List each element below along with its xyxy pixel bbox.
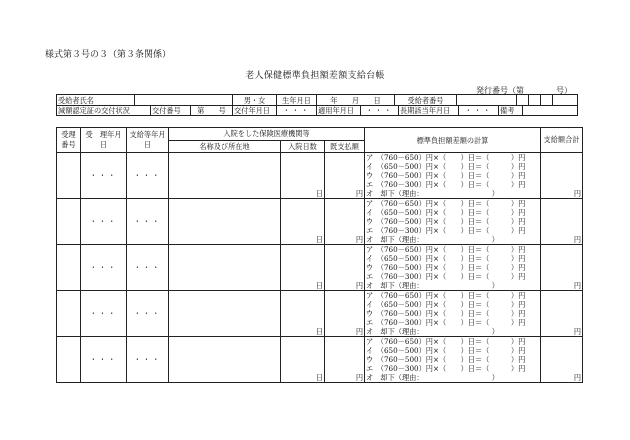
recipient-no-label: 受給者番号	[395, 95, 457, 106]
calc-line: イ （650－500）円×（ ）日＝（ ）円	[366, 254, 526, 263]
total-cell[interactable]: 円	[541, 291, 583, 337]
calc-line: エ （760－300）円×（ ）日＝（ ）円	[366, 364, 526, 373]
hospital-name-cell[interactable]	[169, 291, 281, 337]
already-paid-cell[interactable]: 円	[325, 337, 365, 383]
receipt-date-cell[interactable]: ・・・	[81, 245, 127, 291]
admission-days-cell[interactable]: 日	[281, 153, 325, 199]
already-paid-cell[interactable]: 円	[325, 199, 365, 245]
hospital-name-cell[interactable]	[169, 337, 281, 383]
admission-days-cell[interactable]: 日	[281, 291, 325, 337]
calc-cell[interactable]	[365, 245, 541, 291]
name-address-header: 名称及び所在地	[169, 140, 281, 153]
recipient-no-cell-2[interactable]	[517, 95, 529, 106]
calc-line: エ （760－300）円×（ ）日＝（ ）円	[366, 226, 526, 235]
receipt-date-cell[interactable]: ・・・	[81, 291, 127, 337]
apply-date-label: 適用年月日	[317, 106, 361, 116]
admission-days-cell[interactable]: 日	[281, 245, 325, 291]
remarks-field[interactable]	[523, 106, 578, 116]
long-term-label: 長期該当年月日	[399, 106, 459, 116]
calc-line: オ 却下（理由： ）	[366, 281, 499, 290]
receipt-no-cell[interactable]	[57, 337, 81, 383]
calc-line: オ 却下（理由： ）	[366, 373, 499, 382]
payment-date-cell[interactable]: ・・・	[127, 291, 169, 337]
issue-number-label: 発行番号（第 号）	[476, 86, 572, 95]
hospital-name-cell[interactable]	[169, 199, 281, 245]
table-row	[57, 153, 583, 199]
admission-days-header: 入院日数	[281, 140, 325, 153]
recipient-no-cell-4[interactable]	[541, 95, 553, 106]
hospital-group-header: 入院をした保険医療機関等	[169, 128, 365, 141]
calc-cell[interactable]	[365, 337, 541, 383]
calc-line: ウ （760－500）円×（ ）日＝（ ）円	[366, 309, 526, 318]
calc-line: イ （650－500）円×（ ）日＝（ ）円	[366, 162, 526, 171]
receipt-no-cell[interactable]	[57, 245, 81, 291]
payment-date-cell[interactable]: ・・・	[127, 153, 169, 199]
already-paid-cell[interactable]: 円	[325, 153, 365, 199]
calc-cell[interactable]	[365, 199, 541, 245]
table-row	[57, 245, 583, 291]
calc-line: オ 却下（理由： ）	[366, 235, 499, 244]
name-field[interactable]	[135, 95, 233, 106]
payment-date-header: 支給等年月日	[127, 128, 169, 153]
receipt-no-cell[interactable]	[57, 291, 81, 337]
total-cell[interactable]: 円	[541, 245, 583, 291]
remarks-label: 備考	[499, 106, 523, 116]
apply-date-field[interactable]: ・・・	[361, 106, 399, 116]
payment-date-cell[interactable]: ・・・	[127, 245, 169, 291]
calc-line: ア （760－650）円×（ ）日＝（ ）円	[366, 291, 526, 300]
name-label: 受給者氏名	[57, 95, 135, 106]
long-term-field[interactable]: ・・・	[459, 106, 499, 116]
recipient-no-cell-5[interactable]	[553, 95, 578, 106]
calc-line: オ 却下（理由： ）	[366, 327, 499, 336]
already-paid-cell[interactable]: 円	[325, 291, 365, 337]
recipient-no-cell-1[interactable]	[457, 95, 517, 106]
page-title: 老人保健標準負担額差額支給台帳	[245, 71, 385, 81]
table-row	[57, 337, 583, 383]
receipt-no-header: 受理番号	[57, 128, 81, 153]
birth-label: 生年月日	[277, 95, 317, 106]
calc-line: ウ （760－500）円×（ ）日＝（ ）円	[366, 171, 526, 180]
admission-days-cell[interactable]: 日	[281, 199, 325, 245]
receipt-date-cell[interactable]: ・・・	[81, 337, 127, 383]
payment-date-cell[interactable]: ・・・	[127, 337, 169, 383]
calc-line: イ （650－500）円×（ ）日＝（ ）円	[366, 208, 526, 217]
calc-line: エ （760－300）円×（ ）日＝（ ）円	[366, 180, 526, 189]
form-number: 様式第３号の３（第３条関係）	[45, 50, 172, 60]
receipt-no-cell[interactable]	[57, 153, 81, 199]
calc-line: エ （760－300）円×（ ）日＝（ ）円	[366, 318, 526, 327]
calc-line: エ （760－300）円×（ ）日＝（ ）円	[366, 272, 526, 281]
calc-line: ア （760－650）円×（ ）日＝（ ）円	[366, 245, 526, 254]
total-cell[interactable]: 円	[541, 337, 583, 383]
issue-date-label: 交付年月日	[233, 106, 277, 116]
calc-header: 標準負担額差額の計算	[365, 128, 541, 153]
payment-ledger-table	[56, 127, 583, 383]
recipient-no-cell-3[interactable]	[529, 95, 541, 106]
calc-line: ウ （760－500）円×（ ）日＝（ ）円	[366, 263, 526, 272]
calc-line: イ （650－500）円×（ ）日＝（ ）円	[366, 300, 526, 309]
hospital-name-cell[interactable]	[169, 153, 281, 199]
table-row	[57, 291, 583, 337]
calc-line: ウ （760－500）円×（ ）日＝（ ）円	[366, 217, 526, 226]
sex-field[interactable]: 男・女	[233, 95, 277, 106]
calc-cell[interactable]	[365, 291, 541, 337]
total-cell[interactable]: 円	[541, 199, 583, 245]
issue-no-label: 交付番号	[151, 106, 191, 116]
already-paid-header: 既支払額	[325, 140, 365, 153]
calc-line: ウ （760－500）円×（ ）日＝（ ）円	[366, 355, 526, 364]
calc-cell[interactable]	[365, 153, 541, 199]
hospital-name-cell[interactable]	[169, 245, 281, 291]
receipt-no-cell[interactable]	[57, 199, 81, 245]
receipt-date-cell[interactable]: ・・・	[81, 199, 127, 245]
receipt-date-header: 受 理年月日	[81, 128, 127, 153]
total-cell[interactable]: 円	[541, 153, 583, 199]
calc-line: イ （650－500）円×（ ）日＝（ ）円	[366, 346, 526, 355]
calc-line: ア （760－650）円×（ ）日＝（ ）円	[366, 153, 526, 162]
receipt-date-cell[interactable]: ・・・	[81, 153, 127, 199]
calc-line: ア （760－650）円×（ ）日＝（ ）円	[366, 337, 526, 346]
calc-line: ア （760－650）円×（ ）日＝（ ）円	[366, 199, 526, 208]
payment-date-cell[interactable]: ・・・	[127, 199, 169, 245]
total-header: 支給額合計	[541, 128, 583, 153]
cert-status-label: 減額認定証の交付状況	[57, 106, 151, 116]
certificate-status-table	[56, 105, 578, 116]
calc-line: オ 却下（理由： ）	[366, 189, 499, 198]
issue-no-field[interactable]: 第 号	[191, 106, 233, 116]
already-paid-cell[interactable]: 円	[325, 245, 365, 291]
admission-days-cell[interactable]: 日	[281, 337, 325, 383]
birth-date-field[interactable]: 年 月 日	[317, 95, 395, 106]
issue-date-field[interactable]: ・・・	[277, 106, 317, 116]
table-row	[57, 199, 583, 245]
